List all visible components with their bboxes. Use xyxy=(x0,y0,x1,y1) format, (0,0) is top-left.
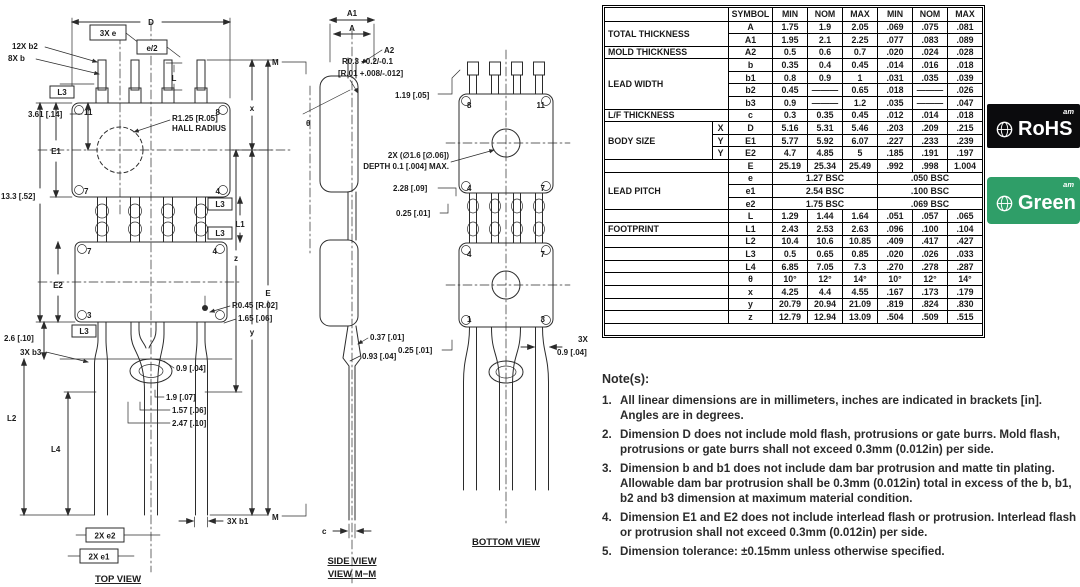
svg-text:HALL RADIUS: HALL RADIUS xyxy=(172,124,227,133)
dim-label-L: L xyxy=(171,74,177,83)
pin-number: 4 xyxy=(215,187,220,196)
note-drill: 2X (∅1.6 [∅.06]) xyxy=(387,151,449,160)
dim-label-z: z xyxy=(234,254,238,263)
note-item: 4. Dimension E1 and E2 does not include interlead flash or protrusion. Interlead flash or protrusion shall not exceed 0.3mm (0.012in) per side. xyxy=(602,510,1077,540)
dim-label-A2: A2 xyxy=(384,46,395,55)
table-row: TOTAL THICKNESS A 1.75 1.9 2.05 .069 .075 .081 xyxy=(605,21,983,34)
col-header: SYMBOL xyxy=(729,8,773,22)
table-row: L3 0.5 0.65 0.85 .020 .026 .033 xyxy=(605,248,983,261)
note-item: 2. Dimension D does not include mold flash, protrusions or gate burrs. Mold flash, protrusions or gate burrs shall not exceed 0.3mm (0.012in) per side. xyxy=(602,427,1060,457)
dim-label-3xe: 3X e xyxy=(99,29,117,38)
dim-label-157: 1.57 [.06] xyxy=(172,406,207,415)
table-row: L2 10.4 10.6 10.85 .409 .417 .427 xyxy=(605,235,983,248)
dim-label-19: 1.9 [.07] xyxy=(166,393,196,402)
dim-label-12xb2: 12X b2 xyxy=(12,42,38,51)
svg-text:4: 4 xyxy=(212,247,217,256)
dim-label-r045: R0.45 [R.02] xyxy=(232,301,278,310)
table-row: Y E1 5.77 5.92 6.07 .227 .233 .239 xyxy=(605,134,983,147)
ams-logo: am xyxy=(1063,180,1074,189)
dim-label-165: 1.65 [.06] xyxy=(238,314,273,323)
table-row: L 1.29 1.44 1.64 .051 .057 .065 xyxy=(605,210,983,223)
table-row: L4 6.85 7.05 7.3 .270 .278 .287 xyxy=(605,260,983,273)
table-row: MOLD THICKNESS A2 0.5 0.6 0.7 .020 .024 .028 xyxy=(605,46,983,59)
group-label: LEAD WIDTH xyxy=(605,59,729,109)
notes-section xyxy=(602,372,1078,562)
globe-icon xyxy=(996,195,1013,212)
top-leads xyxy=(96,60,207,103)
svg-text:DEPTH 0.1 [.004] MAX.: DEPTH 0.1 [.004] MAX. xyxy=(363,162,449,171)
notes-title: Note(s): xyxy=(602,372,650,386)
dim-label-E: E xyxy=(265,289,271,298)
dim-label-E1: E1 xyxy=(51,147,61,156)
table-row: A1 1.95 2.1 2.25 .077 .083 .089 xyxy=(605,34,983,47)
dim-label-09b: 0.9 [.04] xyxy=(557,348,587,357)
table-row: z 12.79 12.94 13.09 .504 .509 .515 xyxy=(605,311,983,324)
svg-text:L3: L3 xyxy=(215,200,225,209)
dim-label-228: 2.28 [.09] xyxy=(393,184,428,193)
dim-label-L3: L3 xyxy=(57,88,67,97)
svg-text:4: 4 xyxy=(467,184,472,193)
dim-label-3xb1: 3X b1 xyxy=(227,517,249,526)
dim-label-8xb: 8X b xyxy=(8,54,25,63)
svg-text:8: 8 xyxy=(467,101,472,110)
dim-label-025: 0.25 [.01] xyxy=(398,346,433,355)
svg-text:1: 1 xyxy=(467,315,472,324)
table-row: b3 0.9 ——— 1.2 .035 ——— .047 xyxy=(605,97,983,110)
col-header: MIN xyxy=(773,8,808,22)
table-row: L/F THICKNESS c 0.3 0.35 0.45 .012 .014 .018 xyxy=(605,109,983,122)
dim-label-c: c xyxy=(322,527,327,536)
dim-label-A1: A1 xyxy=(346,9,358,18)
note-item: 3. Dimension b and b1 does not include dam bar protrusion and matte tin plating. Allowable dam bar protrusion shall be 0.3mm (0.012in) total in excess of the b, b1, b2 and b3 dimension at maximum material condition. xyxy=(602,461,1072,506)
dim-label-E2: E2 xyxy=(53,281,63,290)
dim-label-093: 0.93 [.04] xyxy=(362,352,397,361)
dim-label-x: x xyxy=(249,104,255,113)
table-row: E 25.19 25.34 25.49 .992 .998 1.004 xyxy=(605,160,983,173)
dim-label-theta: θ xyxy=(306,119,311,128)
dim-label-09: 0.9 [.04] xyxy=(176,364,206,373)
svg-text:7: 7 xyxy=(87,247,92,256)
pin-number: 8 xyxy=(215,108,220,117)
dim-label-3xb3: 3X b3 xyxy=(20,348,42,357)
svg-text:11: 11 xyxy=(536,101,545,110)
svg-text:3: 3 xyxy=(87,311,92,320)
section-marker-M: M xyxy=(272,513,279,522)
dim-label-361: 3.61 [.14] xyxy=(28,110,63,119)
dim-label-247: 2.47 [.10] xyxy=(172,419,207,428)
green-label: Green xyxy=(1018,192,1076,214)
table-row: FOOTPRINT L1 2.43 2.53 2.63 .096 .100 .104 xyxy=(605,223,983,236)
table-row: LEAD PITCH e 1.27 BSC .050 BSC xyxy=(605,172,983,185)
col-header: MIN xyxy=(878,8,913,22)
svg-text:L3: L3 xyxy=(215,229,225,238)
ams-logo: am xyxy=(1063,107,1074,116)
note-hall-radius: R1.25 [R.05] xyxy=(172,114,218,123)
svg-text:7: 7 xyxy=(540,250,545,259)
table-header-row xyxy=(605,8,983,22)
table-row: θ 10° 12° 14° 10° 12° 14° xyxy=(605,273,983,286)
dimension-table xyxy=(602,5,985,338)
dim-label-e2: e/2 xyxy=(146,44,158,53)
pin-number: 7 xyxy=(84,187,89,196)
green-badge xyxy=(987,177,1080,224)
group-label: FOOTPRINT xyxy=(605,223,729,236)
dim-label-L1: L1 xyxy=(235,220,245,229)
svg-text:4: 4 xyxy=(467,250,472,259)
bottom-view-drawing xyxy=(363,50,588,548)
table-row: b2 0.45 ——— 0.65 .018 ——— .026 xyxy=(605,84,983,97)
section-marker-M: M xyxy=(272,58,279,67)
table-row: LEAD WIDTH b 0.35 0.4 0.45 .014 .016 .018 xyxy=(605,59,983,72)
table-row: Y E2 4.7 4.85 5 .185 .191 .197 xyxy=(605,147,983,160)
svg-text:7: 7 xyxy=(540,184,545,193)
dim-label-A: A xyxy=(349,24,355,33)
view-title-bottom: BOTTOM VIEW xyxy=(472,537,540,548)
table-row: e1 2.54 BSC .100 BSC xyxy=(605,185,983,198)
view-title-side: SIDE VIEW xyxy=(327,556,377,567)
dim-label-y: y xyxy=(249,328,255,337)
table-row: e2 1.75 BSC .069 BSC xyxy=(605,197,983,210)
dim-label-3x: 3X xyxy=(578,335,588,344)
svg-text:[R.01 +.008/-.012]: [R.01 +.008/-.012] xyxy=(338,69,404,78)
dim-label-025: 0.25 [.01] xyxy=(396,209,431,218)
dim-label-D: D xyxy=(148,18,154,27)
view-title-side-mm: VIEW M−M xyxy=(327,569,377,580)
interconnect-leads xyxy=(96,197,208,242)
bottom-view-midleads xyxy=(468,193,545,243)
col-header: MAX xyxy=(843,8,878,22)
datum-target-dot xyxy=(202,305,208,311)
col-header: MAX xyxy=(948,8,983,22)
table-row: y 20.79 20.94 21.09 .819 .824 .830 xyxy=(605,298,983,311)
dim-label-119: 1.19 [.05] xyxy=(395,91,430,100)
side-view-drawing xyxy=(303,9,405,585)
svg-text:2X e1: 2X e1 xyxy=(88,552,110,562)
rohs-badge xyxy=(987,104,1080,148)
svg-text:2X e2: 2X e2 xyxy=(94,531,116,541)
globe-icon xyxy=(996,121,1013,138)
col-header: NOM xyxy=(913,8,948,22)
dim-label-26: 2.6 [.10] xyxy=(4,334,34,343)
group-label: TOTAL THICKNESS xyxy=(605,21,729,46)
group-label: L/F THICKNESS xyxy=(605,109,729,122)
pin-number: 11 xyxy=(84,108,93,117)
note-r03: R0.3 +0.2/-0.1 xyxy=(342,57,393,66)
group-label: MOLD THICKNESS xyxy=(605,46,729,59)
view-title-top: TOP VIEW xyxy=(94,574,142,585)
group-label: LEAD PITCH xyxy=(605,172,729,210)
table-row: b1 0.8 0.9 1 .031 .035 .039 xyxy=(605,71,983,84)
table-row-empty xyxy=(605,323,983,336)
dim-label-L2: L2 xyxy=(7,414,17,423)
col-header: NOM xyxy=(808,8,843,22)
note-item: 5. Dimension tolerance: ±0.15mm unless otherwise specified. xyxy=(602,544,945,558)
top-view-drawing xyxy=(1,18,306,585)
rohs-label: RoHS xyxy=(1018,117,1073,140)
table-row: BODY SIZE X D 5.16 5.31 5.46 .203 .209 .215 xyxy=(605,122,983,135)
table-row: x 4.25 4.4 4.55 .167 .173 .179 xyxy=(605,285,983,298)
note-item: 1. All linear dimensions are in millimeters, inches are indicated in brackets [in]. Angles are in degrees. xyxy=(602,394,1043,423)
dim-label-133: 13.3 [.52] xyxy=(1,192,36,201)
svg-text:3: 3 xyxy=(540,315,545,324)
group-label: BODY SIZE xyxy=(605,122,713,160)
dim-label-037: 0.37 [.01] xyxy=(370,333,405,342)
dim-label-L4: L4 xyxy=(51,445,61,454)
svg-text:L3: L3 xyxy=(79,327,89,336)
